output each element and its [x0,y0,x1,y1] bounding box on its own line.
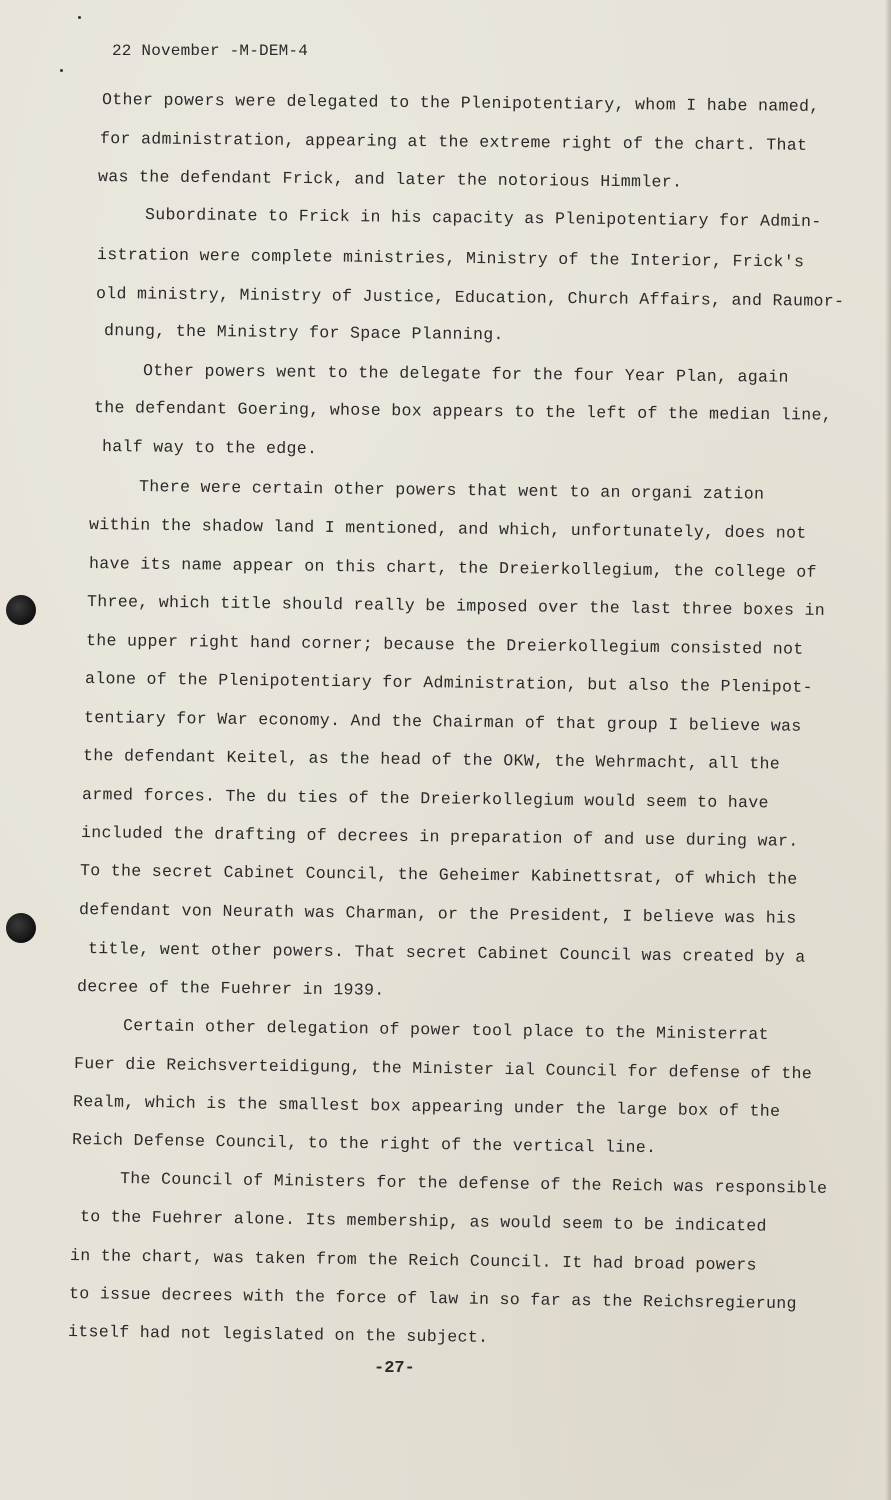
text-line: in the chart, was taken from the Reich Council. It had broad powers [69,1246,757,1275]
text-line: dnung, the Ministry for Space Planning. [103,321,504,345]
text-line: tentiary for War economy. And the Chairman of that group I believe was [83,708,802,736]
text-line: istration were complete ministries, Ministry of the Interior, Frick's [96,245,805,272]
text-line: Realm, which is the smallest box appearing under the large box of the [72,1092,781,1121]
text-line: the defendant Goering, whose box appears to the left of the median line, [93,398,833,425]
text-line: to the Fuehrer alone. Its membership, as would seem to be indicated [79,1207,767,1236]
ink-speck [60,69,63,72]
text-line: half way to the edge. [101,437,318,459]
punch-hole [6,595,36,625]
ink-speck [78,16,81,19]
text-line: Reich Defense Council, to the right of the vertical line. [71,1130,657,1158]
text-line: for administration, appearing at the extreme right of the chart. That [99,129,808,155]
text-line: Three, which title should really be imposed over the last three boxes in [86,592,826,621]
page-edge-shadow [885,0,891,1500]
text-line: There were certain other powers that went to an organi zation [138,477,765,504]
text-line: have its name appear on this chart, the Dreierkollegium, the college of [88,554,817,582]
text-line: to issue decrees with the force of law in so far as the Reichsregierung [68,1284,797,1314]
text-line: defendant von Neurath was Charman, or the President, I believe was his [78,900,797,928]
text-line: alone of the Plenipotentiary for Administration, but also the Plenipot- [84,669,813,697]
text-line: The Council of Ministers for the defense of the Reich was responsible [119,1169,828,1198]
text-line: Other powers were delegated to the Plenipotentiary, whom I habe named, [101,90,820,116]
text-line: the defendant Keitel, as the head of the OKW, the Wehrmacht, all the [82,746,781,774]
text-line: armed forces. The du ties of the Dreierkollegium would seem to have [81,785,769,813]
text-line: was the defendant Frick, and later the notorious Himmler. [97,167,683,192]
text-line: old ministry, Ministry of Justice, Education, Church Affairs, and Raumor- [95,284,845,311]
page-number: -27- [374,1359,415,1378]
page-header: 22 November -M-DEM-4 [112,42,309,60]
text-line: To the secret Cabinet Council, the Geheimer Kabinettsrat, of which the [79,861,798,889]
text-line: itself had not legislated on the subject. [67,1322,489,1347]
text-line: Other powers went to the delegate for the four Year Plan, again [142,361,789,387]
text-line: Subordinate to Frick in his capacity as Plenipotentiary for Admin- [144,205,822,232]
text-line: decree of the Fuehrer in 1939. [76,977,385,1000]
punch-hole [6,913,36,943]
text-line: within the shadow land I mentioned, and which, unfortunately, does not [88,515,807,543]
text-line: Certain other delegation of power tool place to the Ministerrat [122,1016,769,1045]
text-line: included the drafting of decrees in preparation of and use during war. [80,823,799,851]
text-line: the upper right hand corner; because the Dreierkollegium consisted not [85,631,804,659]
text-line: title, went other powers. That secret Cabinet Council was created by a [87,939,806,967]
text-line: Fuer die Reichsverteidigung, the Minister ial Council for defense of the [73,1054,813,1084]
